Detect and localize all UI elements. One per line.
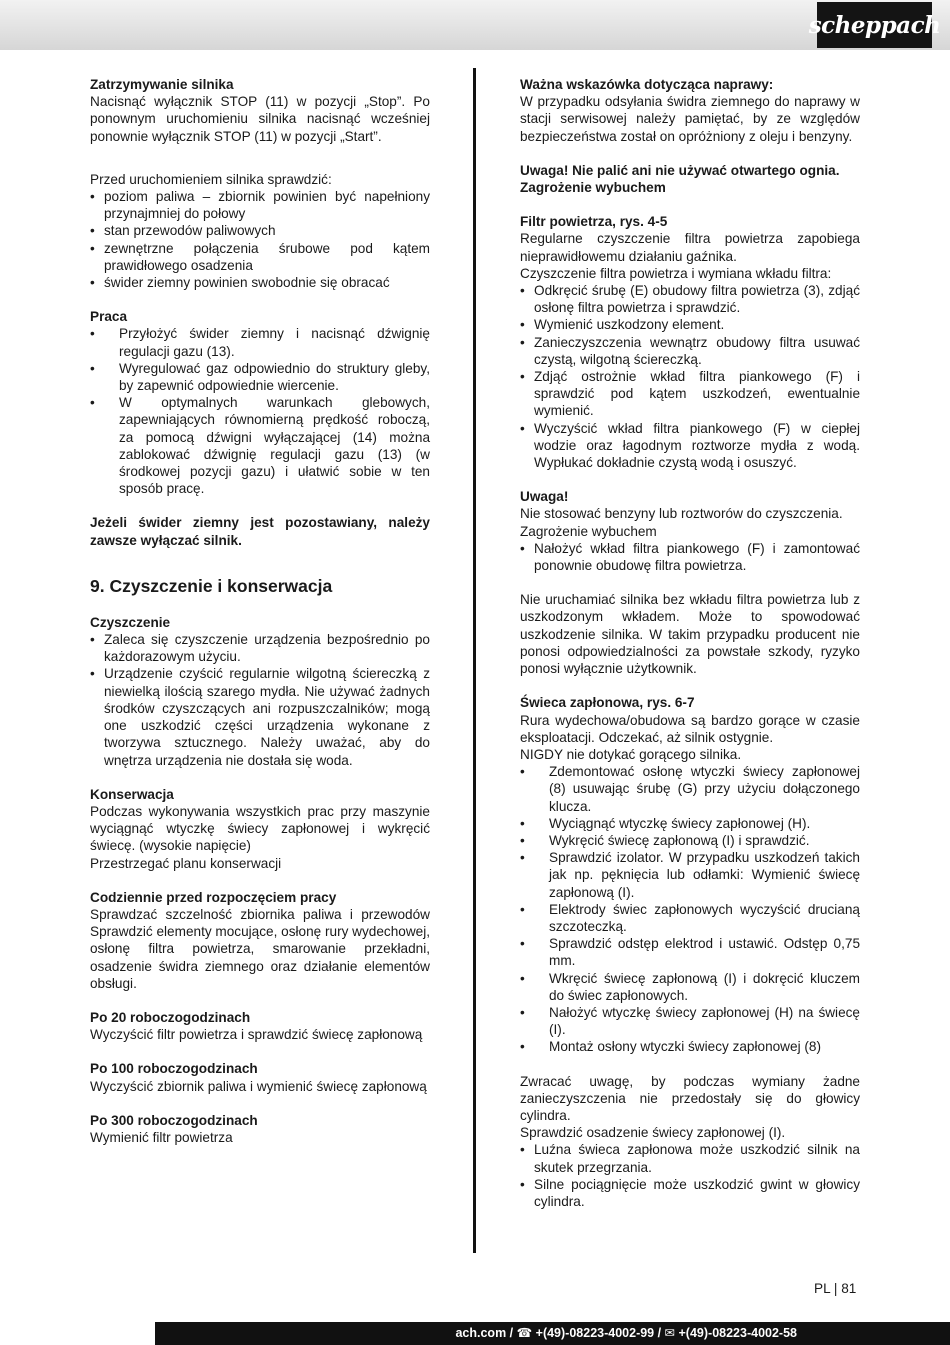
- list-item: • Zaleca się czyszczenie urządzenia bezpośrednio po każdorazowym użyciu.: [90, 631, 430, 665]
- left-column: [90, 76, 430, 1146]
- repair-text: W przypadku odsyłania świdra ziemnego do naprawy w stacji serwisowej należy pamiętać, by ze względów bezpieczeństwa został on opróżniony z oleju i benzyny.: [520, 94, 860, 144]
- list-item: • poziom paliwa – zbiornik powinien być napełniony przynajmniej do połowy: [90, 188, 430, 222]
- list-item: • Odkręcić śrubę (E) obudowy filtra powietrza (3), zdjąć osłonę filtra powietrza i sprawdzić.: [520, 282, 860, 316]
- h20-text: Wyczyścić filtr powietrza i sprawdzić świecę zapłonową: [90, 1027, 423, 1043]
- right-column: [520, 76, 860, 1210]
- list-item: • Wykręcić świecę zapłonową (I) i sprawdzić.: [520, 832, 860, 849]
- list-item: • Zdemontować osłonę wtyczki świecy zapłonowej (8) usuwając śrubę (G) przy użyciu dołączonego klucza.: [520, 763, 860, 815]
- caution-heading: Uwaga!: [520, 489, 569, 505]
- cleaning-heading: Czyszczenie: [90, 614, 171, 630]
- plug-text: Rura wydechowa/obudowa są bardzo gorące w czasie eksploatacji. Odczekać, aż silnik ostygnie.: [520, 712, 860, 745]
- airfilter-heading: Filtr powietrza, rys. 4-5: [520, 214, 668, 230]
- h100-text: Wyczyścić zbiornik paliwa i wymienić świecę zapłonową: [90, 1078, 427, 1094]
- list-item: • Urządzenie czyścić regularnie wilgotną ściereczką z niewielką ilością szarego mydła. Nie używać żadnych środków czyszczących ani rozpuszczalników; mogą one uszkodzić części urządzenia wykonane z tworzywa sztucznego. Należy uważać, aby do wnętrza urządzenia nie dostała się woda.: [90, 665, 430, 768]
- list-item: • Luźna świeca zapłonowa może uszkodzić silnik na skutek przegrzania.: [520, 1141, 860, 1175]
- footer-gap: [0, 1322, 155, 1345]
- caution-text: Nie stosować benzyny lub roztworów do czyszczenia.: [520, 506, 843, 522]
- maintenance-text: Podczas wykonywania wszystkich prac przy maszynie wyciągnąć wtyczkę świecy zapłonowej i wykręcić świecę. (wysokie napięcie): [90, 803, 430, 854]
- h20-heading: Po 20 roboczogodzinach: [90, 1009, 251, 1025]
- list-item: • Wyciągnąć wtyczkę świecy zapłonowej (H).: [520, 815, 860, 832]
- h300-heading: Po 300 roboczogodzinach: [90, 1112, 258, 1128]
- check-list: [90, 188, 430, 291]
- plug-heading: Świeca zapłonowa, rys. 6-7: [520, 695, 695, 711]
- brand-logo: scheppach: [817, 2, 932, 48]
- plug-text-2: NIGDY nie dotykać gorącego silnika.: [520, 746, 742, 762]
- h100-heading: Po 100 roboczogodzinach: [90, 1061, 258, 1077]
- daily-heading: Codziennie przed rozpoczęciem pracy: [90, 889, 337, 905]
- maintenance-heading: Konserwacja: [90, 786, 174, 802]
- section-heading: 9. Czyszczenie i konserwacja: [90, 575, 333, 596]
- footer-contact: ach.com / ☎ +(49)-08223-4002-99 / ✉ +(49)-08223-4002-58: [455, 1326, 797, 1340]
- final-text-2: Sprawdzić osadzenie świecy zapłonowej (I).: [520, 1125, 786, 1141]
- list-item: • Sprawdzić odstęp elektrod i ustawić. Odstęp 0,75 mm.: [520, 935, 860, 969]
- airfilter-list: [520, 282, 860, 471]
- h300-text: Wymienić filtr powietrza: [90, 1129, 233, 1145]
- list-item: • Wkręcić świecę zapłonową (I) i dokręcić kluczem do świec zapłonowych.: [520, 970, 860, 1004]
- list-item: • Wymienić uszkodzony element.: [520, 316, 860, 333]
- list-item: • Elektrody świec zapłonowych wyczyścić drucianą szczoteczką.: [520, 901, 860, 935]
- airfilter-text-2: Czyszczenie filtra powietrza i wymiana wkładu filtra:: [520, 265, 832, 281]
- caution-text-2: Zagrożenie wybuchem: [520, 523, 657, 539]
- list-item: • W optymalnych warunkach glebowych, zapewniających równomierną prędkość roboczą, za pomocą dźwigni wyłączającej (14) można zablokować dźwignię regulacji gazu (13) (w środkowej pozycji gazu) i ułatwić sobie w ten sposób pracę.: [90, 394, 430, 497]
- list-item: • Wyczyścić wkład filtra piankowego (F) w ciepłej wodzie oraz łagodnym roztworze mydła z wodą. Wypłukać dokładnie czystą wodą i osuszyć.: [520, 420, 860, 472]
- explosion-warning: Zagrożenie wybuchem: [520, 180, 666, 196]
- cleaning-list: [90, 631, 430, 769]
- list-item: • Zdjąć ostrożnie wkład filtra piankowego (F) i sprawdzić pod kątem uszkodzeń, ewentualnie wymienić.: [520, 368, 860, 420]
- maintenance-text-2: Przestrzegać planu konserwacji: [90, 855, 282, 871]
- list-item: • Nałożyć wtyczkę świecy zapłonowej (H) na świecę (I).: [520, 1004, 860, 1038]
- final-text: Zwracać uwagę, by podczas wymiany żadne zanieczyszczenia nie przedostały się do głowicy cylindra.: [520, 1073, 860, 1123]
- list-item: • Sprawdzić izolator. W przypadku uszkodzeń takich jak np. pęknięcia lub odłamki: Wymienić świecę zapłonową (I).: [520, 849, 860, 901]
- column-divider: [473, 68, 476, 1253]
- list-item: • Wyregulować gaz odpowiednio do struktury gleby, by zapewnić odpowiednie wiercenie.: [90, 360, 430, 394]
- stop-heading: Zatrzymywanie silnika: [90, 77, 234, 92]
- fire-warning: Uwaga! Nie palić ani nie używać otwartego ognia.: [520, 162, 840, 178]
- list-item: • Zanieczyszczenia wewnątrz obudowy filtra usuwać czystą, wilgotną ściereczką.: [520, 334, 860, 368]
- list-item: • świder ziemny powinien swobodnie się obracać: [90, 274, 430, 291]
- page-number: PL | 81: [814, 1281, 857, 1296]
- list-item: • Przyłożyć świder ziemny i nacisnąć dźwignię regulacji gazu (13).: [90, 325, 430, 359]
- list-item: • Silne pociągnięcie może uszkodzić gwint w głowicy cylindra.: [520, 1176, 860, 1210]
- plug-list: [520, 763, 860, 1055]
- work-list: [90, 325, 430, 497]
- caution-text-3: Nie uruchamiać silnika bez wkładu filtra powietrza lub z uszkodzonym wkładem. Może to spowodować uszkodzenie silnika. W takim przypadku producent nie ponosi odpowiedzialności za powstałe szkody, ryzyko ponosi wyłącznie użytkownik.: [520, 592, 860, 677]
- header-bar: [0, 0, 950, 50]
- daily-text: Sprawdzać szczelność zbiornika paliwa i przewodów Sprawdzić elementy mocujące, osłonę rury wydechowej, osłonę filtra powietrza, smarowanie przekładni, osadzenie świdra ziemnego oraz działanie elementów obsługi.: [90, 906, 430, 991]
- list-item: • Montaż osłony wtyczki świecy zapłonowej (8): [520, 1038, 860, 1055]
- stop-warning: Jeżeli świder ziemny jest pozostawiany, należy zawsze wyłączać silnik.: [90, 515, 430, 548]
- check-intro: Przed uruchomieniem silnika sprawdzić:: [90, 171, 332, 187]
- work-heading: Praca: [90, 309, 128, 325]
- caution-list: [520, 540, 860, 574]
- final-list: [520, 1141, 860, 1210]
- repair-heading: Ważna wskazówka dotycząca naprawy:: [520, 77, 774, 92]
- list-item: • stan przewodów paliwowych: [90, 222, 430, 239]
- list-item: • zewnętrzne połączenia śrubowe pod kątem prawidłowego osadzenia: [90, 240, 430, 274]
- list-item: • Nałożyć wkład filtra piankowego (F) i zamontować ponownie obudowę filtra powietrza.: [520, 540, 860, 574]
- airfilter-text: Regularne czyszczenie filtra powietrza zapobiega nieprawidłowemu działaniu gaźnika.: [520, 231, 860, 264]
- stop-text: Nacisnąć wyłącznik STOP (11) w pozycji „Stop”. Po ponownym uruchomieniu silnika nacisnąć wcześniej ponownie wyłącznik STOP (11) w pozycji „Start”.: [90, 94, 430, 144]
